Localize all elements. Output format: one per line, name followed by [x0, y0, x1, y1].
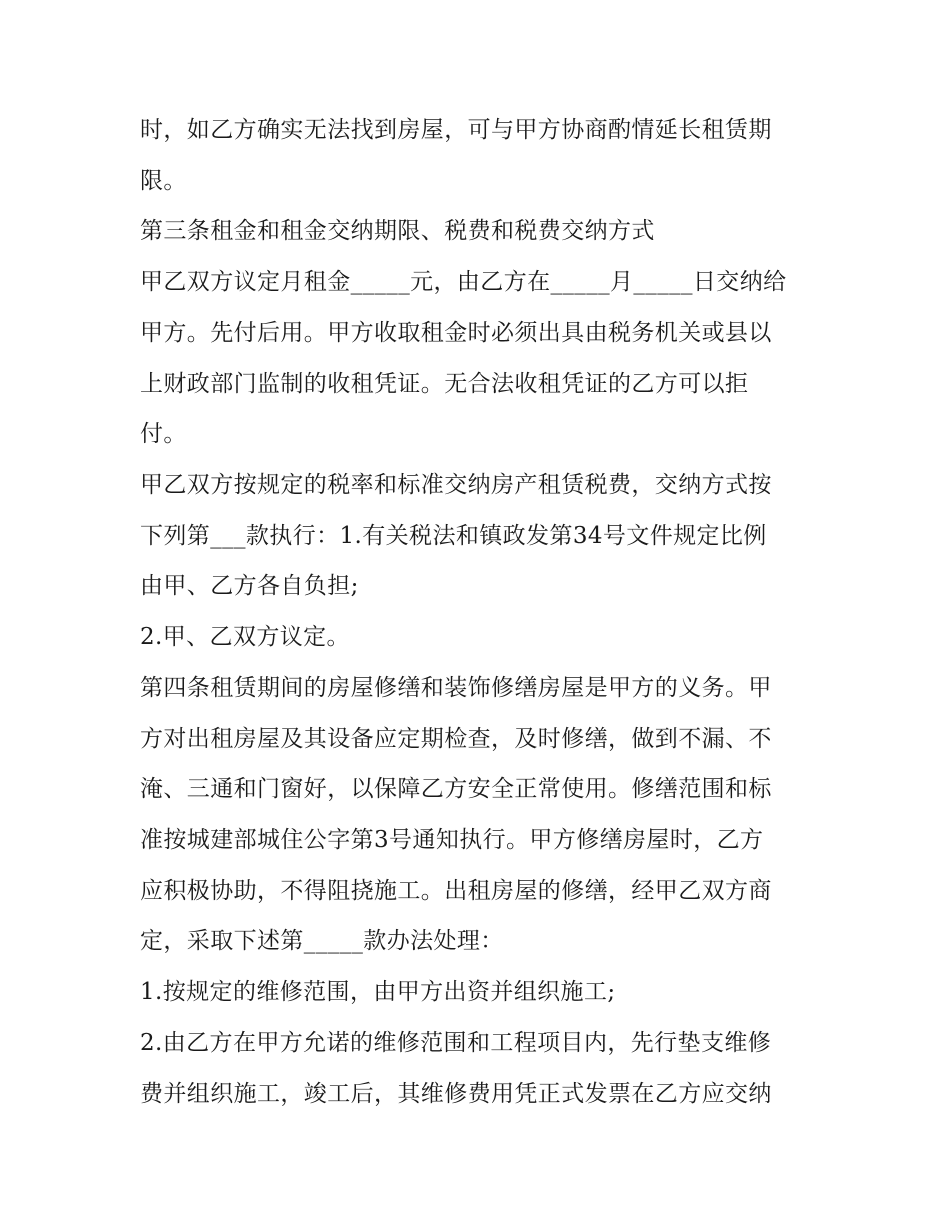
text-line: 应积极协助，不得阻挠施工。出租房屋的修缮，经甲乙双方商 — [140, 878, 772, 904]
text-line: 甲乙双方议定月租金_____元，由乙方在_____月_____日交纳给 — [140, 269, 787, 295]
text-line: 定，采取下述第_____款办法处理： — [140, 928, 504, 954]
text-line: 1.按规定的维修范围，由甲方出资并组织施工; — [140, 979, 616, 1005]
text-line: 时，如乙方确实无法找到房屋，可与甲方协商酌情延长租赁期 — [140, 117, 772, 143]
text-line: 甲乙双方按规定的税率和标准交纳房产租赁税费，交纳方式按 — [140, 472, 772, 498]
text-line: 上财政部门监制的收租凭证。无合法收租凭证的乙方可以拒 — [140, 371, 749, 397]
text-line: 由甲、乙方各自负担; — [140, 573, 359, 599]
text-line: 费并组织施工，竣工后，其维修费用凭正式发票在乙方应交纳 — [140, 1081, 772, 1107]
text-line: 方对出租房屋及其设备应定期检查，及时修缮，做到不漏、不 — [140, 726, 772, 752]
text-line: 2.由乙方在甲方允诺的维修范围和工程项目内，先行垫支维修 — [140, 1030, 772, 1056]
text-line: 2.甲、乙双方议定。 — [140, 624, 350, 650]
section-heading: 第四条租赁期间的房屋修缮和装饰修缮房屋是甲方的义务。甲 — [140, 675, 772, 701]
text-line: 付。 — [140, 421, 187, 447]
text-line: 淹、三通和门窗好，以保障乙方安全正常使用。修缮范围和标 — [140, 776, 772, 802]
text-line: 限。 — [140, 168, 187, 194]
text-line: 准按城建部城住公字第3号通知执行。甲方修缮房屋时，乙方 — [140, 827, 764, 853]
text-line: 甲方。先付后用。甲方收取租金时必须出具由税务机关或县以 — [140, 320, 772, 346]
section-heading: 第三条租金和租金交纳期限、税费和税费交纳方式 — [140, 218, 655, 244]
text-line: 下列第___款执行：1.有关税法和镇政发第34号文件规定比例 — [140, 523, 767, 549]
